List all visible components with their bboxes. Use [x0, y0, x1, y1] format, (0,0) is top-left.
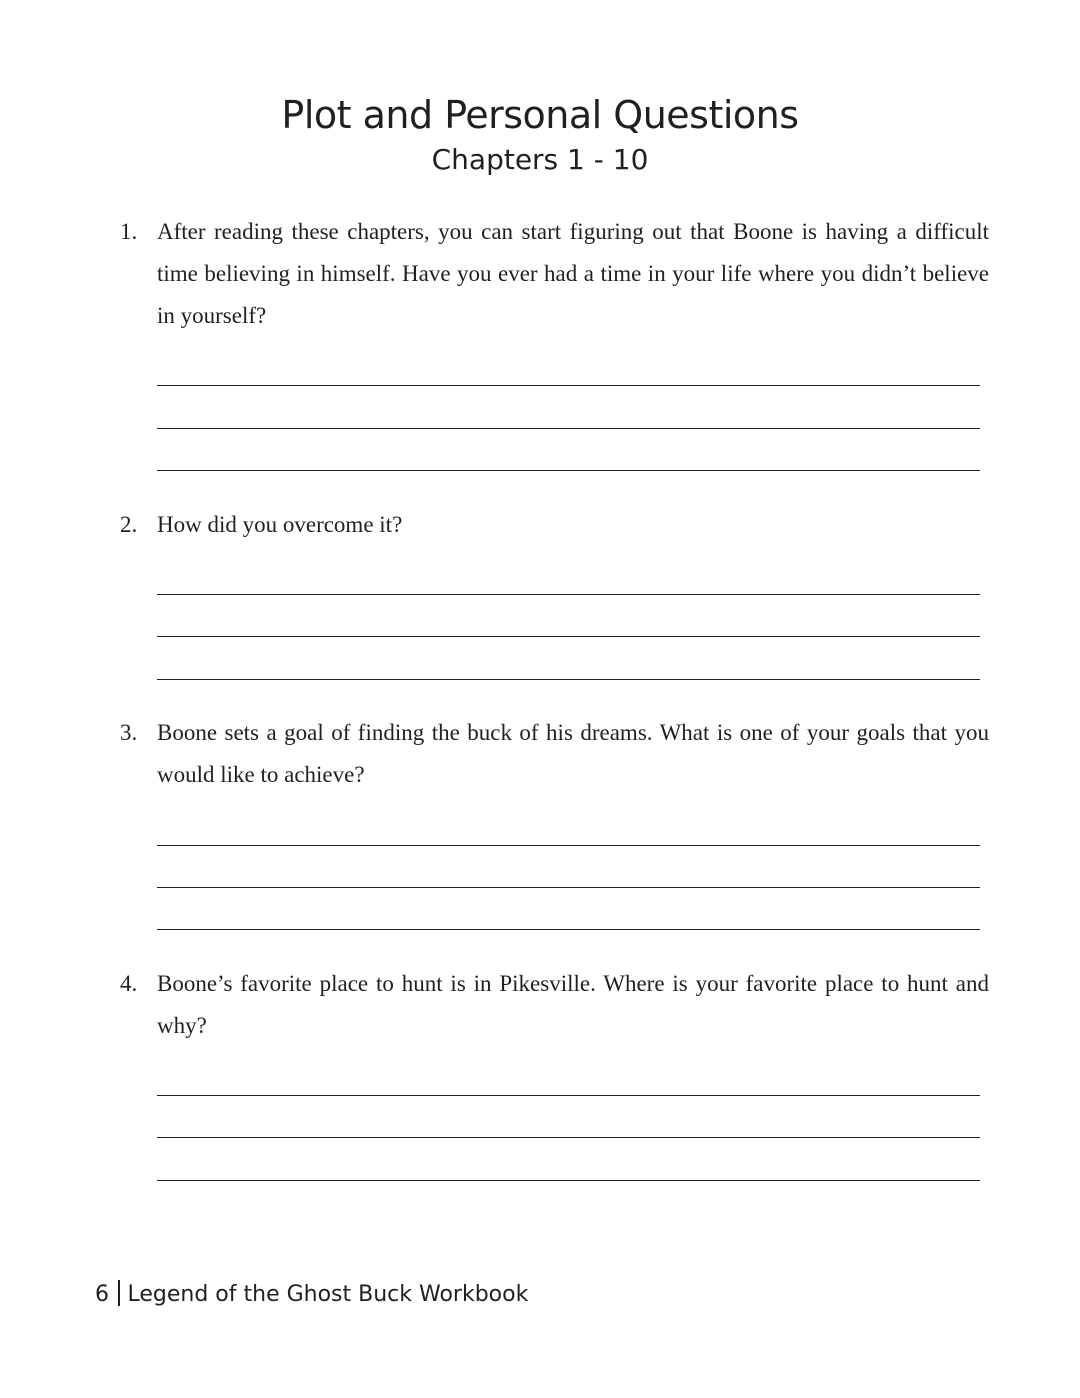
question-2 [120, 504, 990, 546]
question-number: 3. [120, 720, 138, 745]
page-title: Plot and Personal Questions [281, 93, 799, 137]
question-number: 2. [120, 512, 138, 537]
answer-line[interactable] [157, 1180, 980, 1181]
footer-divider [118, 1280, 120, 1306]
page-number: 6 [95, 1282, 109, 1307]
page-subtitle: Chapters 1 - 10 [431, 143, 649, 176]
book-title: Legend of the Ghost Buck Workbook [127, 1282, 529, 1307]
question-3 [120, 712, 990, 796]
question-number: 4. [120, 971, 138, 996]
answer-line[interactable] [157, 385, 980, 386]
answer-line[interactable] [157, 470, 980, 471]
answer-line[interactable] [157, 1095, 980, 1096]
page-footer [95, 1278, 528, 1312]
answer-line[interactable] [157, 594, 980, 595]
answer-line[interactable] [157, 887, 980, 888]
question-1 [120, 211, 990, 341]
question-text: Boone’s favorite place to hunt is in Pikesville. Where is your favorite place to hunt and why? [157, 971, 989, 1038]
question-number: 1. [120, 219, 138, 244]
question-text: How did you overcome it? [157, 512, 403, 537]
answer-line[interactable] [157, 679, 980, 680]
question-text: Boone sets a goal of finding the buck of his dreams. What is one of your goals that you would like to achieve? [157, 720, 989, 787]
question-text: After reading these chapters, you can start figuring out that Boone is having a difficult time believing in himself. Have you ever had a time in your life where you didn’t believe in yourself? [157, 219, 989, 328]
answer-line[interactable] [157, 1137, 980, 1138]
question-4 [120, 963, 990, 1047]
answer-line[interactable] [157, 845, 980, 846]
answer-line[interactable] [157, 636, 980, 637]
answer-line[interactable] [157, 929, 980, 930]
answer-line[interactable] [157, 428, 980, 429]
